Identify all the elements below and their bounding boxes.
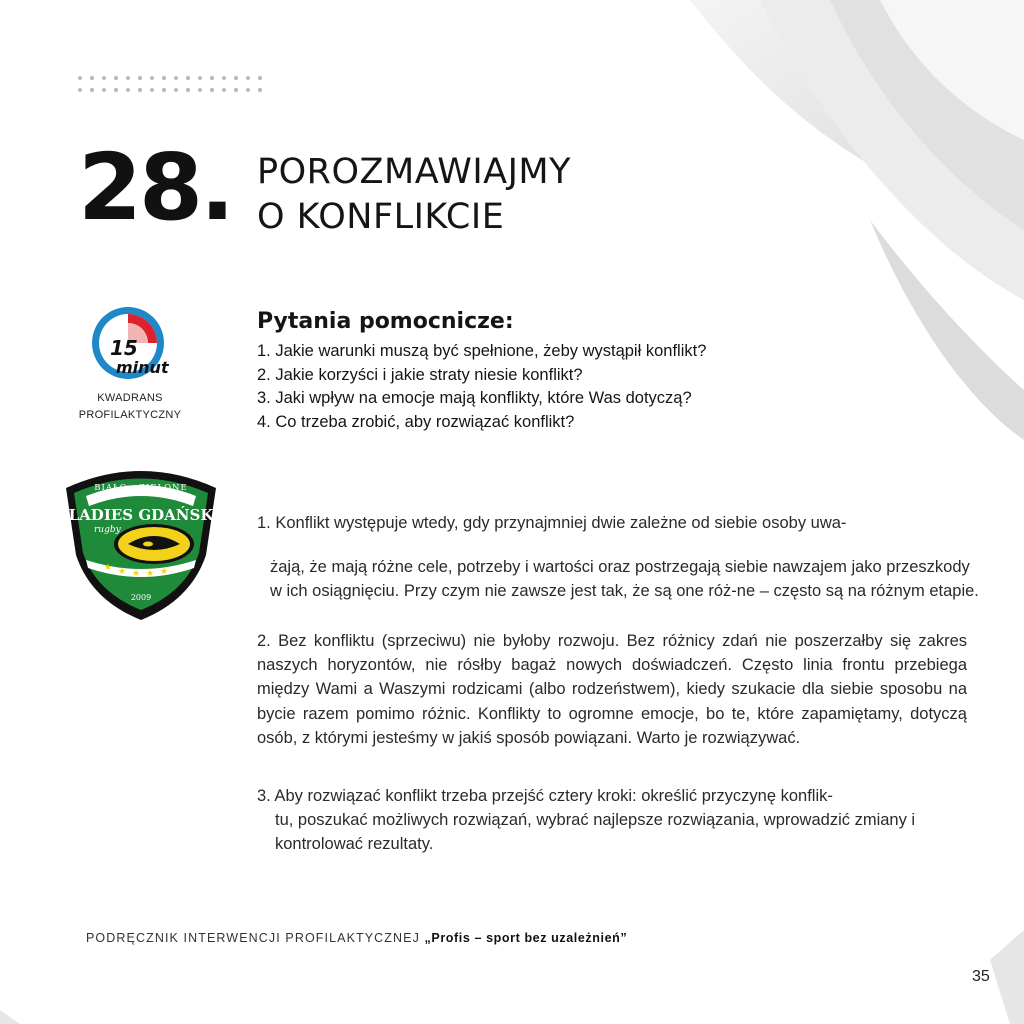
svg-text:★: ★: [132, 568, 141, 578]
answer-1-first-line: 1. Konflikt występuje wtedy, gdy przynajmniej dwie zależne od siebie osoby uwa-: [257, 514, 847, 532]
svg-text:★: ★: [118, 566, 127, 576]
answer-2: 2. Bez konfliktu (sprzeciwu) nie byłoby rozwoju. Bez różnicy zdań nie poszerzałby się zakres naszych horyzontów, nie rósłby bagaż nowych doświadczeń. Często linia frontu przebiega między Wami a Waszymi rodzicami (albo rodzeństwem), kiedy szukacie dla siebie sposobu na bycie razem pomimo różnic. Konflikty to ogromne emocje, bo te, które zapamiętamy, dotyczą osób, z którymi jesteśmy w jakiś sposób powiązani. Warto je rozwiązywać.: [257, 632, 967, 747]
question-item: 3. Jaki wpływ na emocje mają konflikty, które Was dotyczą?: [257, 389, 692, 408]
svg-text:★: ★: [146, 568, 155, 578]
chapter-number: 28.: [78, 134, 232, 241]
kwadrans-label-line1: KWADRANS: [97, 392, 163, 404]
kwadrans-logo-word: minut: [116, 358, 169, 377]
footer-publication-name: PODRĘCZNIK INTERWENCJI PROFILAKTYCZNEJ: [86, 931, 420, 945]
answer-3-continuation: tu, poszukać możliwych rozwiązań, wybrać najlepsze rozwiązania, wprowadzić zmiany i kontrolować rezultaty.: [275, 811, 916, 854]
dotted-divider: [76, 74, 266, 96]
svg-text:★: ★: [160, 566, 169, 576]
questions-heading: Pytania pomocnicze:: [257, 309, 514, 334]
question-item: 1. Jakie warunki muszą być spełnione, żeby wystąpił konflikt?: [257, 342, 707, 360]
question-item: 2. Jakie korzyści i jakie straty niesie konflikt?: [257, 365, 583, 384]
answer-3-first-line: 3. Aby rozwiązać konflikt trzeba przejść cztery kroki: określić przyczynę konflik-: [257, 787, 833, 805]
question-item: 4. Co trzeba zrobić, aby rozwiązać konflikt?: [257, 412, 575, 431]
page-number: 35: [972, 968, 990, 985]
chapter-title-line2: O KONFLIKCIE: [257, 197, 505, 237]
kwadrans-label: [60, 390, 200, 424]
questions-list: [257, 340, 857, 434]
answer-1-continuation: żają, że mają różne cele, potrzeby i wartości oraz postrzegają siebie nawzajem jako przeszkody w ich osiągnięciu. Przy czym nie zawsze jest tak, że są one róż-ne – często są na różnym etapie.: [270, 558, 979, 601]
chapter-title-line1: POROZMAWIAJMY: [257, 152, 571, 192]
footer-publication: [86, 931, 627, 945]
chapter-title: [257, 150, 571, 240]
kwadrans-15-minut-logo: [84, 303, 176, 387]
badge-top-text: BIAŁO - ZIELONE: [94, 483, 188, 493]
badge-club-name: LADIES GDAŃSK: [68, 506, 214, 524]
answer-3: [257, 784, 979, 857]
kwadrans-logo-number: 15: [110, 336, 138, 360]
ladies-gdansk-rugby-badge: [56, 460, 226, 625]
badge-sport: rugby: [94, 525, 121, 535]
badge-year: 2009: [130, 593, 152, 602]
kwadrans-label-line2: PROFILAKTYCZNY: [78, 409, 182, 421]
svg-text:★: ★: [104, 562, 113, 572]
footer-publication-title: „Profis – sport bez uzależnień”: [424, 931, 628, 945]
